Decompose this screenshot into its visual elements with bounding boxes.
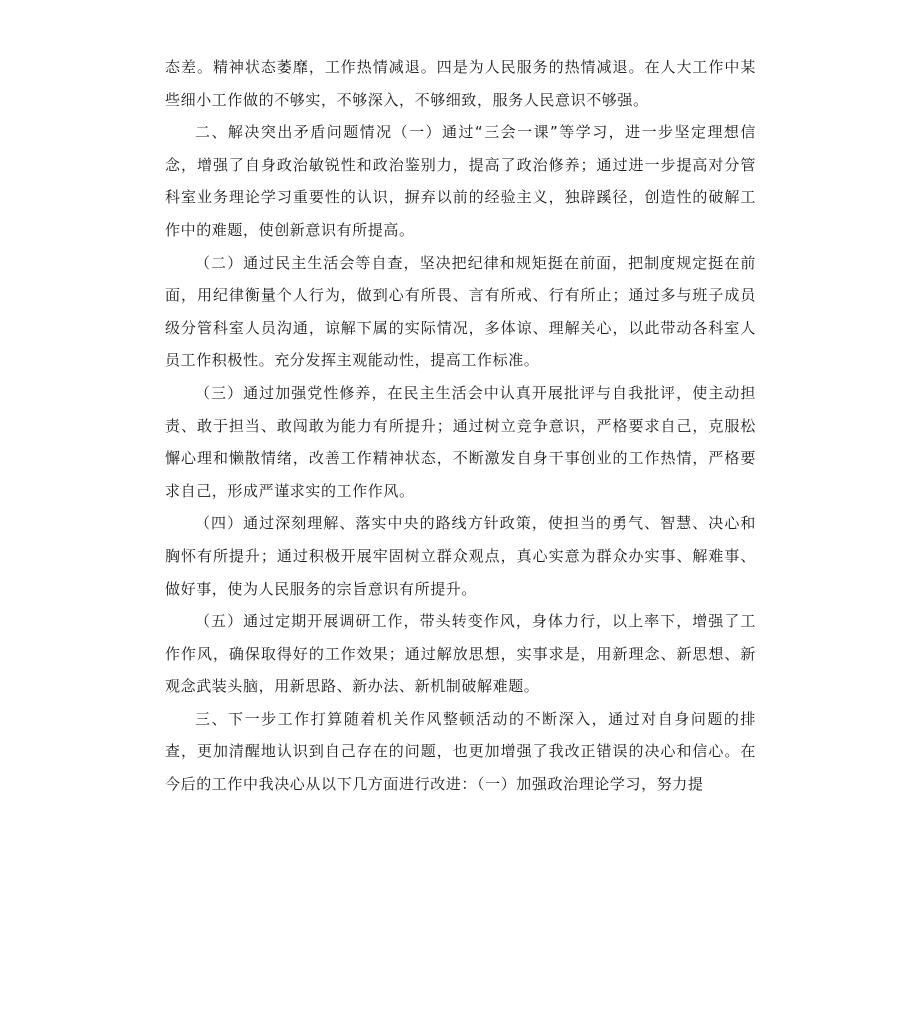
paragraph-item-five: （五）通过定期开展调研工作，带头转变作风，身体力行，以上率下，增强了工作作风，确保取得好的工作效果；通过解放思想，实事求是，用新理念、新思想、新观念武装头脑，用新思路、新办法、新机制破解难题。	[165, 612, 756, 696]
paragraph-section-three: 三、下一步工作打算随着机关作风整顿活动的不断深入，通过对自身问题的排查，更加清醒地认识到自己存在的问题，也更加增强了我改正错误的决心和信心。在今后的工作中我决心从以下几方面进行改进：（一）加强政治理论学习，努力提	[165, 709, 756, 794]
paragraph-item-four: （四）通过深刻理解、落实中央的路线方针政策，使担当的勇气、智慧、决心和胸怀有所提升；通过积极开展牢固树立群众观点，真心实意为群众办实事、解难事、做好事，使为人民服务的宗旨意识有所提升。	[165, 514, 756, 598]
paragraph-item-two: （二）通过民主生活会等自查，坚决把纪律和规矩挺在前面，把制度规定挺在前面，用纪律衡量个人行为，做到心有所畏、言有所戒、行有所止；通过多与班子成员级分管科室人员沟通，谅解下属的实际情况，多体谅、理解关心，以此带动各科室人员工作积极性。充分发挥主观能动性，提高工作标准。	[165, 253, 756, 370]
paragraph-item-three: （三）通过加强党性修养，在民主生活会中认真开展批评与自我批评，使主动担责、敢于担当、敢闯敢为能力有所提升；通过树立竞争意识，严格要求自己，克服松懈心理和懒散情绪，改善工作精神状态，不断激发自身干事创业的工作热情，严格要求自己，形成严谨求实的工作作风。	[165, 383, 756, 500]
document-body	[165, 51, 756, 801]
paragraph-continuation: 态差。精神状态萎靡，工作热情减退。四是为人民服务的热情减退。在人大工作中某些细小工作做的不够实，不够深入，不够细致，服务人民意识不够强。	[165, 58, 756, 109]
paragraph-section-two: 二、解决突出矛盾问题情况（一）通过“三会一课”等学习，进一步坚定理想信念，增强了自身政治敏锐性和政治鉴别力，提高了政治修养；通过进一步提高对分管科室业务理论学习重要性的认识，摒弃以前的经验主义，独辟蹊径，创造性的破解工作中的难题，使创新意识有所提高。	[165, 123, 756, 239]
